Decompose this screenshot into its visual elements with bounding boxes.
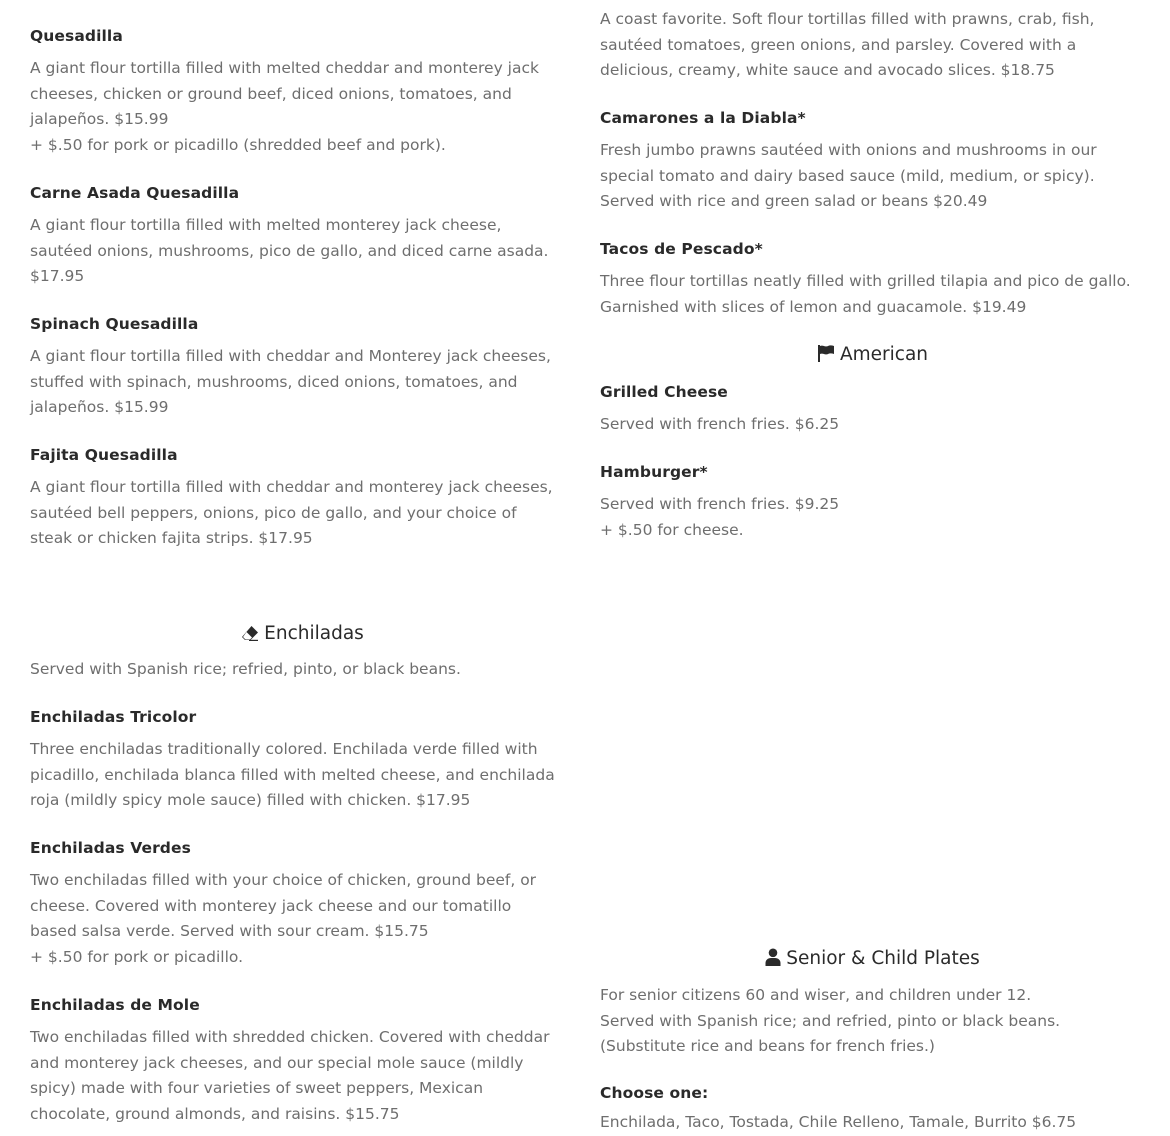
menu-item	[30, 995, 575, 1127]
item-description	[30, 1025, 575, 1127]
menu-item	[600, 239, 1145, 320]
desc-line: stuffed with spinach, mushrooms, diced onions, tomatoes, and	[30, 372, 518, 391]
note-line: Served with Spanish rice; and refried, pinto or black beans.	[600, 1011, 1061, 1030]
item-name: Enchiladas Tricolor	[30, 708, 197, 726]
eraser-icon	[241, 625, 259, 641]
item-name: Fajita Quesadilla	[30, 446, 178, 464]
desc-line: A giant flour tortilla filled with melted cheddar and monterey jack	[30, 59, 539, 77]
desc-line: Three enchiladas traditionally colored. Enchilada verde filled with	[30, 740, 538, 758]
item-name: Enchiladas de Mole	[30, 996, 200, 1014]
desc-line: Served with french fries. $9.25	[600, 495, 840, 513]
item-name: Spinach Quesadilla	[30, 315, 199, 333]
user-icon	[765, 948, 781, 966]
note-line: (Substitute rice and beans for french fries.)	[600, 1037, 935, 1056]
desc-line: spicy) made with four varieties of sweet peppers, Mexican	[30, 1079, 484, 1098]
item-description	[30, 868, 575, 970]
desc-line: Fresh jumbo prawns sautéed with onions and mushrooms in our	[600, 141, 1097, 159]
item-description	[600, 269, 1145, 320]
desc-line: picadillo, enchilada blanca filled with melted cheese, and enchilada	[30, 765, 555, 784]
menu-item	[30, 26, 575, 158]
desc-line: roja (mildly spicy mole sauce) filled with chicken. $17.95	[30, 791, 471, 810]
desc-line: cheese. Covered with monterey jack cheese and our tomatillo	[30, 896, 512, 915]
section-title: Enchiladas	[264, 623, 364, 644]
item-description	[30, 475, 575, 552]
item-description	[600, 412, 1145, 438]
desc-line: Served with french fries. $6.25	[600, 415, 840, 433]
desc-line: A giant flour tortilla filled with cheddar and Monterey jack cheeses,	[30, 347, 551, 365]
item-name: Enchiladas Verdes	[30, 839, 191, 857]
desc-line: based salsa verde. Served with sour cream. $15.75	[30, 922, 429, 941]
desc-line: steak or chicken fajita strips. $17.95	[30, 529, 313, 548]
desc-line: A giant flour tortilla filled with melted monterey jack cheese,	[30, 216, 502, 234]
desc-line: delicious, creamy, white sauce and avocado slices. $18.75	[600, 61, 1055, 80]
item-description	[600, 492, 1145, 543]
item-name: Camarones a la Diabla*	[600, 109, 806, 127]
item-name: Carne Asada Quesadilla	[30, 184, 240, 202]
desc-line: + $.50 for cheese.	[600, 520, 744, 539]
desc-line: sautéed onions, mushrooms, pico de gallo, and diced carne asada.	[30, 241, 549, 260]
menu-item	[30, 707, 575, 814]
section-title: Senior & Child Plates	[786, 948, 980, 969]
desc-line: $17.95	[30, 267, 85, 286]
desc-line: special tomato and dairy based sauce (mild, medium, or spicy).	[600, 166, 1095, 185]
note-line: For senior citizens 60 and wiser, and children under 12.	[600, 986, 1032, 1004]
item-description	[30, 213, 575, 290]
section-heading-enchiladas	[30, 622, 575, 646]
desc-line: + $.50 for pork or picadillo.	[30, 947, 244, 966]
section-note: Served with Spanish rice; refried, pinto, or black beans.	[30, 660, 461, 678]
section-title: American	[839, 344, 929, 365]
desc-line: sautéed bell peppers, onions, pico de gallo, and your choice of	[30, 503, 517, 522]
section-heading-american	[600, 343, 1145, 367]
desc-line: and monterey jack cheeses, and our special mole sauce (mildly	[30, 1053, 524, 1072]
section-heading-senior-child	[600, 947, 1145, 971]
desc-line: jalapeños. $15.99	[30, 398, 169, 417]
choose-label: Choose one:	[600, 1084, 709, 1102]
desc-line: jalapeños. $15.99	[30, 110, 169, 129]
item-description	[600, 138, 1145, 215]
item-name: Grilled Cheese	[600, 383, 728, 401]
item-description	[30, 56, 575, 158]
flag-icon	[817, 344, 835, 362]
menu-item	[600, 462, 1145, 543]
desc-line: Garnished with slices of lemon and guacamole. $19.49	[600, 297, 1027, 316]
section-note	[600, 983, 1145, 1060]
desc-line: chocolate, ground almonds, and raisins. $15.75	[30, 1104, 400, 1123]
menu-item	[30, 183, 575, 290]
menu-item	[30, 445, 575, 552]
menu-item	[600, 382, 1145, 438]
desc-line: Three flour tortillas neatly filled with grilled tilapia and pico de gallo.	[600, 272, 1131, 290]
choose-list: Enchilada, Taco, Tostada, Chile Relleno, Tamale, Burrito $6.75	[600, 1113, 1077, 1131]
menu-item	[30, 838, 575, 970]
menu-item	[600, 108, 1145, 215]
menu-item	[30, 314, 575, 421]
desc-line: Served with rice and green salad or beans $20.49	[600, 192, 988, 211]
item-name: Hamburger*	[600, 463, 708, 481]
desc-line: + $.50 for pork or picadillo (shredded beef and pork).	[30, 135, 446, 154]
item-name: Tacos de Pescado*	[600, 240, 763, 258]
item-description	[30, 344, 575, 421]
desc-line: Two enchiladas filled with your choice of chicken, ground beef, or	[30, 871, 537, 889]
desc-line: sautéed tomatoes, green onions, and parsley. Covered with a	[600, 35, 1077, 54]
desc-line: A giant flour tortilla filled with cheddar and monterey jack cheeses,	[30, 478, 553, 496]
item-name: Quesadilla	[30, 27, 123, 45]
desc-line: cheeses, chicken or ground beef, diced onions, tomatoes, and	[30, 84, 512, 103]
item-description	[30, 737, 575, 814]
item-description	[600, 7, 1145, 84]
desc-line: Two enchiladas filled with shredded chicken. Covered with cheddar	[30, 1028, 550, 1046]
desc-line: A coast favorite. Soft flour tortillas filled with prawns, crab, fish,	[600, 10, 1095, 28]
